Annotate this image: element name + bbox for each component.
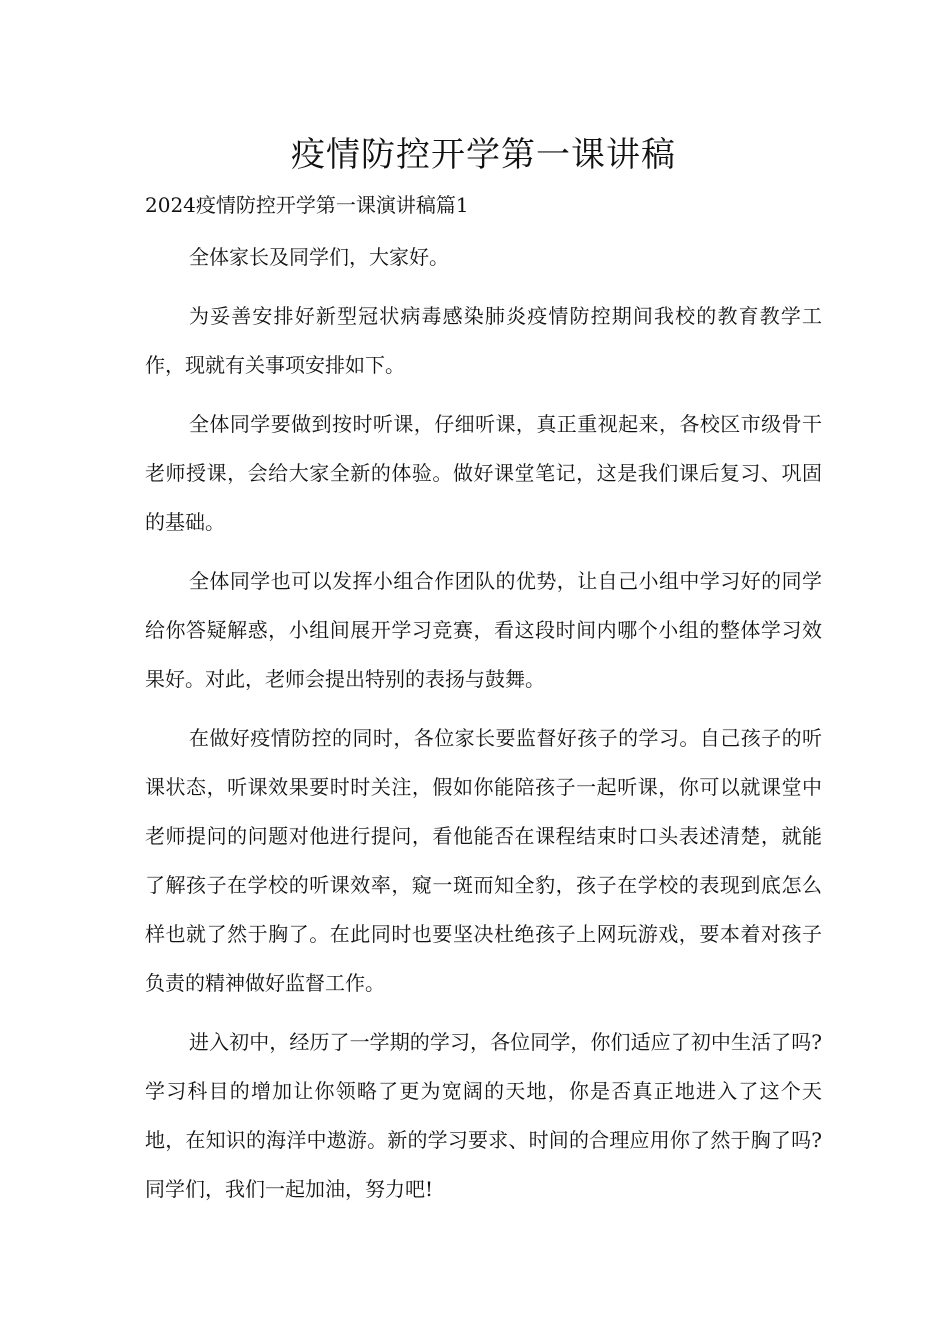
paragraph: 为妥善安排好新型冠状病毒感染肺炎疫情防控期间我校的教育教学工作，现就有关事项安排如下。 [145, 304, 822, 377]
paragraph: 全体家长及同学们，大家好。 [189, 245, 449, 269]
paragraph: 进入初中，经历了一学期的学习，各位同学，你们适应了初中生活了吗?学习科目的增加让你领略了更为宽阔的天地，你是否真正地进入了这个天地，在知识的海洋中遨游。新的学习要求、时间的合理应用你了然于胸了吗?同学们，我们一起加油，努力吧! [145, 1030, 822, 1201]
paragraph: 全体同学也可以发挥小组合作团队的优势，让自己小组中学习好的同学给你答疑解惑，小组间展开学习竞赛，看这段时间内哪个小组的整体学习效果好。对此，老师会提出特别的表扬与鼓舞。 [145, 569, 822, 691]
document-subtitle: 2024疫情防控开学第一课演讲稿篇1 [145, 193, 469, 217]
paragraph: 全体同学要做到按时听课，仔细听课，真正重视起来，各校区市级骨干老师授课，会给大家全新的体验。做好课堂笔记，这是我们课后复习、巩固的基础。 [145, 412, 822, 534]
paragraph: 在做好疫情防控的同时，各位家长要监督好孩子的学习。自己孩子的听课状态，听课效果要时时关注，假如你能陪孩子一起听课，你可以就课堂中老师提问的问题对他进行提问，看他能否在课程结束时口头表述清楚，就能了解孩子在学校的听课效率，窥一斑而知全豹，孩子在学校的表现到底怎么样也就了然于胸了。在此同时也要坚决杜绝孩子上网玩游戏，要本着对孩子负责的精神做好监督工作。 [145, 726, 822, 995]
document-title: 疫情防控开学第一课讲稿 [291, 135, 676, 175]
document-body [145, 233, 822, 1214]
